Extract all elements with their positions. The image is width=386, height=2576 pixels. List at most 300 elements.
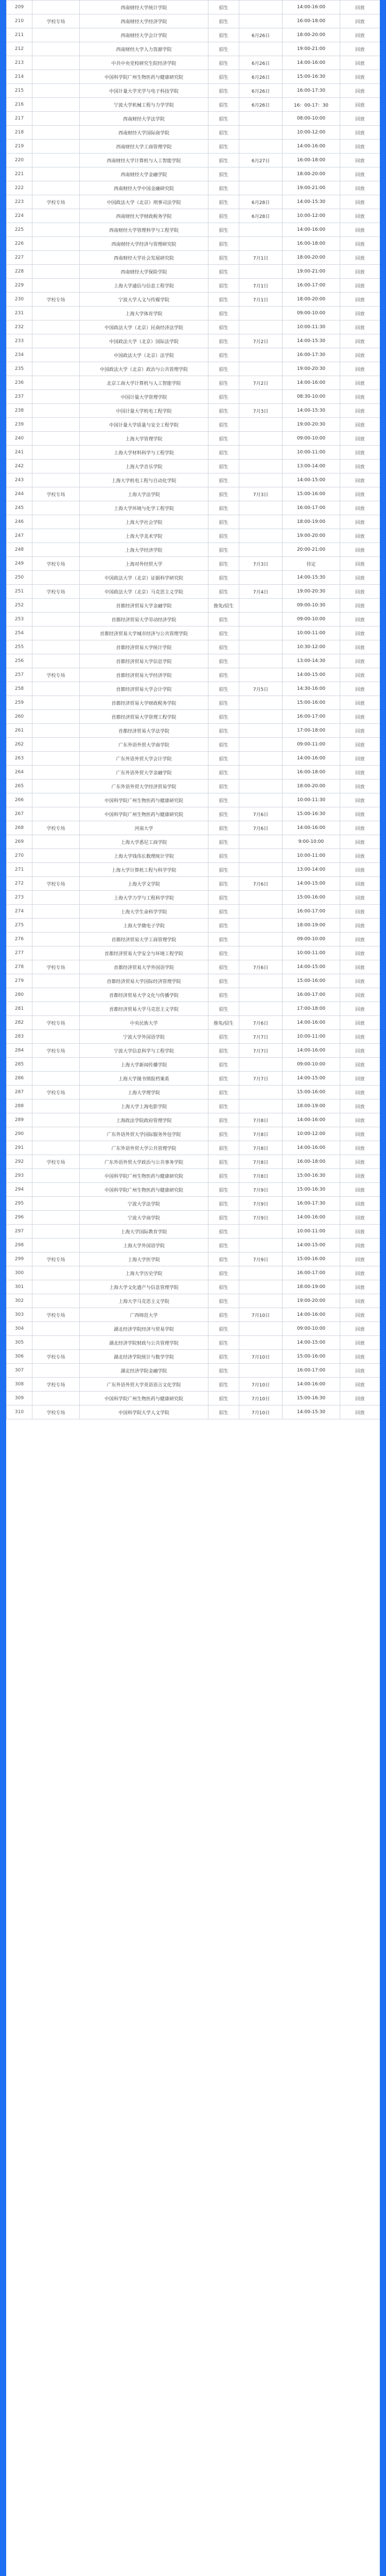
row-number: 308 xyxy=(7,1378,32,1392)
session-time: 20:00-21:00 xyxy=(283,543,340,557)
session-date: 7月10日 xyxy=(239,1350,283,1364)
session-kind: 招生 xyxy=(208,237,239,251)
session-kind: 招生 xyxy=(208,223,239,237)
session-kind: 招生 xyxy=(208,501,239,515)
replay-link[interactable]: 回放 xyxy=(340,724,380,738)
session-date xyxy=(239,1322,283,1336)
replay-link[interactable]: 回放 xyxy=(340,696,380,710)
session-type xyxy=(32,1141,80,1155)
replay-link[interactable]: 回放 xyxy=(340,752,380,766)
replay-link[interactable]: 回放 xyxy=(340,293,380,307)
school-name: 中国政法大学（北京）法学院 xyxy=(80,348,208,362)
session-date: 7月6日 xyxy=(239,960,283,974)
replay-link[interactable]: 回放 xyxy=(340,1030,380,1044)
school-name: 中国科学院广州生物医药与健康研究院 xyxy=(80,70,208,84)
table-row xyxy=(7,1336,380,1350)
replay-link[interactable]: 回放 xyxy=(340,195,380,209)
session-time: 14:00-15:30 xyxy=(283,404,340,418)
session-kind: 招生 xyxy=(208,320,239,334)
table-row xyxy=(7,724,380,738)
session-date: 7月6日 xyxy=(239,1016,283,1030)
row-number: 253 xyxy=(7,613,32,626)
row-number: 285 xyxy=(7,1058,32,1072)
session-kind: 招生 xyxy=(208,251,239,265)
session-date xyxy=(239,529,283,543)
replay-link[interactable]: 回放 xyxy=(340,626,380,640)
session-kind: 招生 xyxy=(208,1308,239,1322)
row-number: 235 xyxy=(7,362,32,376)
replay-link[interactable]: 回放 xyxy=(340,1155,380,1169)
row-number: 292 xyxy=(7,1155,32,1169)
session-time: 14:00-16:00 xyxy=(283,1308,340,1322)
school-name: 上海对外经贸大学 xyxy=(80,557,208,571)
school-name: 广东外语外贸大学英语语言文化学院 xyxy=(80,1378,208,1392)
session-date: 7月7日 xyxy=(239,1044,283,1058)
replay-link[interactable]: 回放 xyxy=(340,877,380,891)
session-date xyxy=(239,362,283,376)
row-number: 233 xyxy=(7,334,32,348)
school-name: 西南财经大学保险学院 xyxy=(80,265,208,279)
school-name: 西南财经大学中国金融研究院 xyxy=(80,181,208,195)
session-kind: 招生 xyxy=(208,1378,239,1392)
session-time: 10:00-11:00 xyxy=(283,446,340,460)
session-type xyxy=(32,696,80,710)
session-type xyxy=(32,1336,80,1350)
row-number: 278 xyxy=(7,960,32,974)
session-date: 7月6日 xyxy=(239,807,283,821)
session-kind: 招生 xyxy=(208,863,239,877)
replay-link[interactable]: 回放 xyxy=(340,418,380,432)
school-name: 北京工商大学计算机与人工智能学院 xyxy=(80,376,208,390)
replay-link[interactable]: 回放 xyxy=(340,515,380,529)
session-kind: 招生 xyxy=(208,1,239,14)
replay-link[interactable]: 回放 xyxy=(340,460,380,473)
table-row xyxy=(7,362,380,376)
session-time: 13:00-14:30 xyxy=(283,654,340,668)
replay-link[interactable]: 回放 xyxy=(340,334,380,348)
replay-link[interactable]: 回放 xyxy=(340,1378,380,1392)
replay-link[interactable]: 回放 xyxy=(340,1266,380,1280)
replay-link[interactable]: 回放 xyxy=(340,654,380,668)
replay-link[interactable]: 回放 xyxy=(340,1127,380,1141)
replay-link[interactable]: 回放 xyxy=(340,821,380,835)
table-row xyxy=(7,1239,380,1252)
session-kind: 招生 xyxy=(208,849,239,863)
table-row xyxy=(7,1169,380,1183)
table-row xyxy=(7,1058,380,1072)
replay-link[interactable]: 回放 xyxy=(340,126,380,140)
session-type xyxy=(32,56,80,70)
session-kind: 招生 xyxy=(208,543,239,557)
row-number: 216 xyxy=(7,98,32,112)
session-type xyxy=(32,70,80,84)
session-kind: 招生 xyxy=(208,766,239,779)
school-name: 上海大学历史学院 xyxy=(80,1266,208,1280)
replay-link[interactable]: 回放 xyxy=(340,1211,380,1225)
session-time: 19:00-20:00 xyxy=(283,529,340,543)
table-row xyxy=(7,112,380,126)
replay-link[interactable]: 回放 xyxy=(340,571,380,585)
session-type xyxy=(32,849,80,863)
replay-link[interactable]: 回放 xyxy=(340,251,380,265)
session-time: 16:00-17:00 xyxy=(283,279,340,293)
session-type xyxy=(32,1280,80,1294)
session-time: 09:00-10:00 xyxy=(283,1058,340,1072)
session-kind: 招生 xyxy=(208,515,239,529)
table-row xyxy=(7,905,380,919)
table-row xyxy=(7,460,380,473)
session-type xyxy=(32,112,80,126)
session-date xyxy=(239,390,283,404)
school-name: 首都经济贸易大学统计学院 xyxy=(80,640,208,654)
session-date xyxy=(239,126,283,140)
session-time: 14:00-15:00 xyxy=(283,877,340,891)
session-date xyxy=(239,543,283,557)
replay-link[interactable]: 回放 xyxy=(340,738,380,752)
session-time: 15:00-16:00 xyxy=(283,891,340,905)
replay-link[interactable]: 回放 xyxy=(340,891,380,905)
session-date xyxy=(239,752,283,766)
session-kind: 招生 xyxy=(208,376,239,390)
row-number: 263 xyxy=(7,752,32,766)
table-row xyxy=(7,501,380,515)
replay-link[interactable]: 回放 xyxy=(340,473,380,487)
table-row xyxy=(7,626,380,640)
session-time: 14:00-15:00 xyxy=(283,1239,340,1252)
replay-link[interactable]: 回放 xyxy=(340,766,380,779)
session-kind: 招生 xyxy=(208,835,239,849)
row-number: 257 xyxy=(7,668,32,682)
replay-link[interactable]: 回放 xyxy=(340,1280,380,1294)
school-name: 上海大学外国语学院 xyxy=(80,1239,208,1252)
replay-link[interactable]: 回放 xyxy=(340,1072,380,1086)
session-time: 18:00-20:00 xyxy=(283,167,340,181)
session-kind: 招生 xyxy=(208,1044,239,1058)
row-number: 284 xyxy=(7,1044,32,1058)
school-name: 首都经济贸易大学财政税务学院 xyxy=(80,696,208,710)
session-type xyxy=(32,682,80,696)
session-date: 7月9日 xyxy=(239,1252,283,1266)
replay-link[interactable]: 回放 xyxy=(340,1308,380,1322)
row-number: 217 xyxy=(7,112,32,126)
session-type: 学校专场 xyxy=(32,1252,80,1266)
school-name: 西南财经大学财政税务学院 xyxy=(80,209,208,223)
session-date: 7月7日 xyxy=(239,1030,283,1044)
row-number: 244 xyxy=(7,487,32,501)
session-kind: 招生 xyxy=(208,279,239,293)
row-number: 297 xyxy=(7,1225,32,1239)
replay-link[interactable]: 回放 xyxy=(340,320,380,334)
row-number: 211 xyxy=(7,28,32,42)
replay-link[interactable]: 回放 xyxy=(340,1113,380,1127)
table-row xyxy=(7,98,380,112)
school-name: 中国政法大学（北京）证据科学研究院 xyxy=(80,571,208,585)
replay-link[interactable]: 回放 xyxy=(340,376,380,390)
school-name: 中国科学院广州生物医药与健康研究院 xyxy=(80,1169,208,1183)
session-time: 15:00-16:30 xyxy=(283,1183,340,1197)
replay-link[interactable]: 回放 xyxy=(340,863,380,877)
session-kind: 招生 xyxy=(208,1086,239,1099)
table-row xyxy=(7,307,380,320)
row-number: 279 xyxy=(7,974,32,988)
session-kind: 招生 xyxy=(208,404,239,418)
replay-link[interactable]: 回放 xyxy=(340,140,380,154)
session-time: 13:00-14:00 xyxy=(283,863,340,877)
replay-link[interactable]: 回放 xyxy=(340,14,380,28)
row-number: 259 xyxy=(7,696,32,710)
table-row xyxy=(7,1392,380,1405)
session-date xyxy=(239,835,283,849)
replay-link[interactable]: 回放 xyxy=(340,779,380,793)
replay-link[interactable]: 回放 xyxy=(340,154,380,167)
replay-link[interactable]: 回放 xyxy=(340,585,380,599)
school-name: 西南财经大学工商管理学院 xyxy=(80,140,208,154)
replay-link[interactable]: 回放 xyxy=(340,1197,380,1211)
session-time: 10:00-11:30 xyxy=(283,320,340,334)
replay-link[interactable]: 回放 xyxy=(340,348,380,362)
replay-link[interactable]: 回放 xyxy=(340,1183,380,1197)
session-kind: 招生 xyxy=(208,1350,239,1364)
session-time: 10:00-11:00 xyxy=(283,1225,340,1239)
replay-link[interactable]: 回放 xyxy=(340,1169,380,1183)
session-type xyxy=(32,154,80,167)
session-time: 14:00-16:00 xyxy=(283,1,340,14)
school-name: 上海大学经济学院 xyxy=(80,543,208,557)
row-number: 299 xyxy=(7,1252,32,1266)
session-type xyxy=(32,933,80,946)
table-row xyxy=(7,348,380,362)
session-kind: 招生 xyxy=(208,1058,239,1072)
replay-link[interactable]: 回放 xyxy=(340,362,380,376)
session-time: 16:00-17:30 xyxy=(283,1197,340,1211)
replay-link[interactable]: 回放 xyxy=(340,557,380,571)
session-type xyxy=(32,543,80,557)
replay-link[interactable]: 回放 xyxy=(340,98,380,112)
school-name: 中国政法大学（北京）国际法学院 xyxy=(80,334,208,348)
table-row xyxy=(7,154,380,167)
replay-link[interactable]: 回放 xyxy=(340,529,380,543)
replay-link[interactable]: 回放 xyxy=(340,404,380,418)
replay-link[interactable]: 回放 xyxy=(340,1044,380,1058)
session-type xyxy=(32,126,80,140)
table-row xyxy=(7,181,380,195)
replay-link[interactable]: 回放 xyxy=(340,56,380,70)
replay-link[interactable]: 回放 xyxy=(340,265,380,279)
session-date: 7月8日 xyxy=(239,1155,283,1169)
replay-link[interactable]: 回放 xyxy=(340,70,380,84)
table-row xyxy=(7,473,380,487)
session-type: 学校专场 xyxy=(32,877,80,891)
session-date: 7月3日 xyxy=(239,404,283,418)
session-kind: 招生 xyxy=(208,682,239,696)
session-date xyxy=(239,696,283,710)
replay-link[interactable]: 回放 xyxy=(340,1141,380,1155)
session-time: 16:00-17:00 xyxy=(283,988,340,1002)
session-time: 15:00-16:00 xyxy=(283,974,340,988)
replay-link[interactable]: 回放 xyxy=(340,279,380,293)
replay-link[interactable]: 回放 xyxy=(340,209,380,223)
session-type xyxy=(32,140,80,154)
school-name: 首都经济贸易大学工商管理学院 xyxy=(80,933,208,946)
session-type xyxy=(32,1294,80,1308)
table-row xyxy=(7,849,380,863)
school-name: 中国政法大学（北京）马克思主义学院 xyxy=(80,585,208,599)
replay-link[interactable]: 回放 xyxy=(340,710,380,724)
table-row xyxy=(7,84,380,98)
replay-link[interactable]: 回放 xyxy=(340,793,380,807)
replay-link[interactable]: 回放 xyxy=(340,432,380,446)
session-type xyxy=(32,334,80,348)
table-row xyxy=(7,487,380,501)
session-time: 09:00-10:00 xyxy=(283,432,340,446)
session-type: 学校专场 xyxy=(32,195,80,209)
replay-link[interactable]: 回放 xyxy=(340,640,380,654)
session-kind: 招生 xyxy=(208,1225,239,1239)
school-name: 中国计量大学管理学院 xyxy=(80,390,208,404)
replay-link[interactable]: 回放 xyxy=(340,613,380,626)
replay-link[interactable]: 回放 xyxy=(340,1252,380,1266)
replay-link[interactable]: 回放 xyxy=(340,1350,380,1364)
replay-link[interactable]: 回放 xyxy=(340,1099,380,1113)
session-time: 15:00-16:00 xyxy=(283,696,340,710)
table-row xyxy=(7,1294,380,1308)
session-time: 14:00-15:00 xyxy=(283,668,340,682)
school-name: 首都经济贸易大学马克思主义学院 xyxy=(80,1002,208,1016)
replay-link[interactable]: 回放 xyxy=(340,181,380,195)
session-type xyxy=(32,599,80,613)
table-row xyxy=(7,877,380,891)
table-row xyxy=(7,223,380,237)
replay-link[interactable]: 回放 xyxy=(340,1336,380,1350)
school-name: 首都经济贸易大学安全与环境工程学院 xyxy=(80,946,208,960)
replay-link[interactable]: 回放 xyxy=(340,112,380,126)
session-date xyxy=(239,640,283,654)
replay-link[interactable]: 回放 xyxy=(340,599,380,613)
replay-link[interactable]: 回放 xyxy=(340,237,380,251)
replay-link[interactable]: 回放 xyxy=(340,849,380,863)
school-name: 中国政法大学（北京）刑事司法学院 xyxy=(80,195,208,209)
session-time: 14:00-15:30 xyxy=(283,195,340,209)
session-kind: 招生 xyxy=(208,1169,239,1183)
session-kind: 招生 xyxy=(208,919,239,933)
session-kind: 招生 xyxy=(208,307,239,320)
session-type xyxy=(32,988,80,1002)
replay-link[interactable]: 回放 xyxy=(340,223,380,237)
replay-link[interactable]: 回放 xyxy=(340,974,380,988)
replay-link[interactable]: 回放 xyxy=(340,390,380,404)
replay-link[interactable]: 回放 xyxy=(340,1086,380,1099)
session-type xyxy=(32,167,80,181)
session-type: 学校专场 xyxy=(32,1155,80,1169)
replay-link[interactable]: 回放 xyxy=(340,84,380,98)
replay-link[interactable]: 回放 xyxy=(340,42,380,56)
session-time: 15:00-16:00 xyxy=(283,1086,340,1099)
replay-link[interactable]: 回放 xyxy=(340,1225,380,1239)
table-row xyxy=(7,807,380,821)
session-date xyxy=(239,779,283,793)
replay-link[interactable]: 回放 xyxy=(340,1322,380,1336)
table-row xyxy=(7,1364,380,1378)
replay-link[interactable]: 回放 xyxy=(340,1392,380,1405)
session-time: 14:30-16:00 xyxy=(283,682,340,696)
school-name: 中国科学院广州生物医药与健康研究院 xyxy=(80,793,208,807)
row-number: 249 xyxy=(7,557,32,571)
table-row xyxy=(7,1002,380,1016)
replay-link[interactable]: 回放 xyxy=(340,905,380,919)
replay-link[interactable]: 回放 xyxy=(340,1058,380,1072)
table-row xyxy=(7,334,380,348)
table-row xyxy=(7,682,380,696)
replay-link[interactable]: 回放 xyxy=(340,307,380,320)
table-row xyxy=(7,1322,380,1336)
replay-link[interactable]: 回放 xyxy=(340,28,380,42)
session-type: 学校专场 xyxy=(32,585,80,599)
session-time: 09:00-10:00 xyxy=(283,933,340,946)
replay-link[interactable]: 回放 xyxy=(340,1016,380,1030)
session-kind: 招生 xyxy=(208,1294,239,1308)
session-type xyxy=(32,738,80,752)
session-type xyxy=(32,348,80,362)
replay-link[interactable]: 回放 xyxy=(340,1364,380,1378)
session-time: 16:00-17:00 xyxy=(283,1364,340,1378)
replay-link[interactable]: 回放 xyxy=(340,543,380,557)
session-time: 19:00-20:00 xyxy=(283,1294,340,1308)
replay-link[interactable]: 回放 xyxy=(340,1239,380,1252)
replay-link[interactable]: 回放 xyxy=(340,807,380,821)
replay-link[interactable]: 回放 xyxy=(340,1405,380,1419)
replay-link[interactable]: 回放 xyxy=(340,668,380,682)
session-date xyxy=(239,1239,283,1252)
session-time: 09:00-10:30 xyxy=(283,599,340,613)
session-type xyxy=(32,473,80,487)
replay-link[interactable]: 回放 xyxy=(340,167,380,181)
session-time: 14:00-16:00 xyxy=(283,56,340,70)
replay-link[interactable]: 回放 xyxy=(340,835,380,849)
session-type: 学校专场 xyxy=(32,14,80,28)
school-name: 西南财经大学计算机与人工智能学院 xyxy=(80,154,208,167)
session-kind: 招生 xyxy=(208,418,239,432)
replay-link[interactable]: 回放 xyxy=(340,487,380,501)
replay-link[interactable]: 回放 xyxy=(340,446,380,460)
replay-link[interactable]: 回放 xyxy=(340,960,380,974)
replay-link[interactable]: 回放 xyxy=(340,919,380,933)
table-row xyxy=(7,1044,380,1058)
row-number: 277 xyxy=(7,946,32,960)
replay-link[interactable]: 回放 xyxy=(340,1294,380,1308)
replay-link[interactable]: 回放 xyxy=(340,946,380,960)
session-kind: 招生 xyxy=(208,446,239,460)
session-type xyxy=(32,28,80,42)
replay-link[interactable]: 回放 xyxy=(340,1002,380,1016)
session-type: 学校专场 xyxy=(32,557,80,571)
row-number: 258 xyxy=(7,682,32,696)
session-time: 18:00-20:00 xyxy=(283,293,340,307)
session-type xyxy=(32,1322,80,1336)
replay-link[interactable]: 回放 xyxy=(340,988,380,1002)
replay-link[interactable]: 回放 xyxy=(340,501,380,515)
session-date xyxy=(239,793,283,807)
session-date: 7月9日 xyxy=(239,1183,283,1197)
session-type xyxy=(32,571,80,585)
replay-link[interactable]: 回放 xyxy=(340,682,380,696)
replay-link[interactable]: 回放 xyxy=(340,933,380,946)
session-type xyxy=(32,404,80,418)
session-date xyxy=(239,626,283,640)
table-row xyxy=(7,1183,380,1197)
replay-link[interactable]: 回放 xyxy=(340,1,380,14)
session-time: 待定 xyxy=(283,557,340,571)
session-type xyxy=(32,42,80,56)
